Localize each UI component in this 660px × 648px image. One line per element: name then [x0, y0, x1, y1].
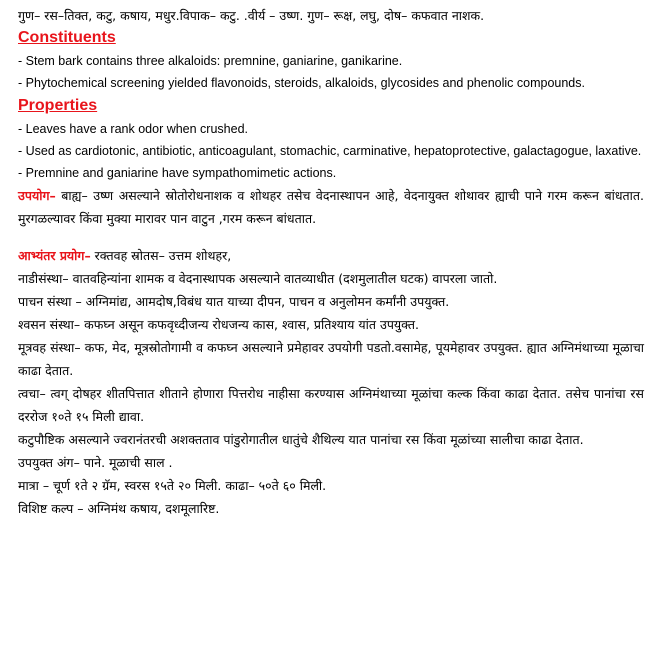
matra-line: मात्रा – चूर्ण १ते २ ग्रॅम, स्वरस १५ते २० मिली. काढा– ५०ते ६० मिली.: [18, 478, 327, 493]
upayukt-ang-line: उपयुक्त अंग– पाने. मूळाची साल .: [18, 455, 173, 470]
constituent-item: - Stem bark contains three alkaloids: premnine, ganiarine, ganikarine.: [18, 54, 403, 68]
vishisht-kalp-line: विशिष्ट कल्प – अग्निमंथ कषाय, दशमूलारिष्ट.: [18, 501, 220, 516]
property-item: - Premnine and ganiarine have sympathomimetic actions.: [18, 166, 337, 180]
pachan-sanstha-paragraph: पाचन संस्था – अग्निमांद्य, आमदोष,विबंध यात याच्या दीपन, पाचन व अनुलोमन कर्मांनी उपयुक्त.: [18, 294, 450, 309]
constituent-item: - Phytochemical screening yielded flavonoids, steroids, alkaloids, glycosides and phenolic compounds.: [18, 76, 585, 90]
nadi-sanstha-paragraph: नाडीसंस्था– वातवहिन्यांना शामक व वेदनास्थापक असल्याने वातव्याधीत (दशमुलातील घटक) वापरला जातो.: [18, 271, 498, 286]
shvasan-sanstha-paragraph: श्वसन संस्था– कफघ्न असून कफवृध्दीजन्य रोधजन्य कास, श्वास, प्रतिश्याय यांत उपयुक्त.: [18, 317, 419, 332]
upayog-label: उपयोग–: [18, 188, 56, 203]
property-item: - Leaves have a rank odor when crushed.: [18, 122, 248, 136]
guna-rasa-line: गुण– रस–तिक्त, कटु, कषाय, मधुर.विपाक– कटु. .वीर्य – उष्ण. गुण– रूक्ष, लघु, दोष– कफवात नाशक.: [18, 8, 485, 23]
abhyantar-label: आभ्यंतर प्रयोग–: [18, 248, 91, 263]
abhyantar-text: रक्तवह स्रोतस– उत्तम शोथहर,: [90, 248, 232, 263]
katupaushtik-paragraph: कटुपौष्टिक असल्याने ज्वरानंतरची अशक्तताव पांडुरोगातील धातुंचे शैथिल्य यात पानांचा रस किंवा मूळांच्या सालीचा काढा देतात.: [18, 432, 584, 447]
constituents-heading: Constituents: [18, 29, 116, 46]
property-item: - Used as cardiotonic, antibiotic, anticoagulant, stomachic, carminative, hepatoprotective, galactagogue, laxative.: [18, 144, 642, 158]
mutravah-sanstha-paragraph: मूत्रवह संस्था– कफ, मेद, मूत्रस्रोतोगामी व कफघ्न असल्याने प्रमेहावर उपयोगी पडतो.वसामेह, पूयमेहावर उपयुक्त. ह्यात अग्निमंथाच्या मूळाचा काढा देतात.: [18, 340, 644, 378]
tvacha-paragraph: त्वचा– त्वग् दोषहर शीतपित्तात शीताने होणारा पित्तरोध नाहीसा करण्यास अग्निमंथाच्या मूळांचा कल्क किंवा काढा देतात. तसेच पानांचा रस दररोज १०ते १५ मिली द्यावा.: [18, 386, 644, 424]
abhyantar-paragraph: [18, 244, 644, 267]
properties-heading: Properties: [18, 97, 98, 114]
upayog-text: बाह्य– उष्ण असल्याने स्रोतोरोधनाशक व शोथहर तसेच वेदनास्थापन आहे, वेदनायुक्त शोथावर ह्याची पाने गरम करून बांधतात. मुरगळल्यावर किंवा मुक्या मारावर पान वाटुन ,गरम करून बांधतात.: [18, 188, 644, 226]
upayog-paragraph: [18, 184, 644, 230]
spacer: [18, 230, 644, 244]
